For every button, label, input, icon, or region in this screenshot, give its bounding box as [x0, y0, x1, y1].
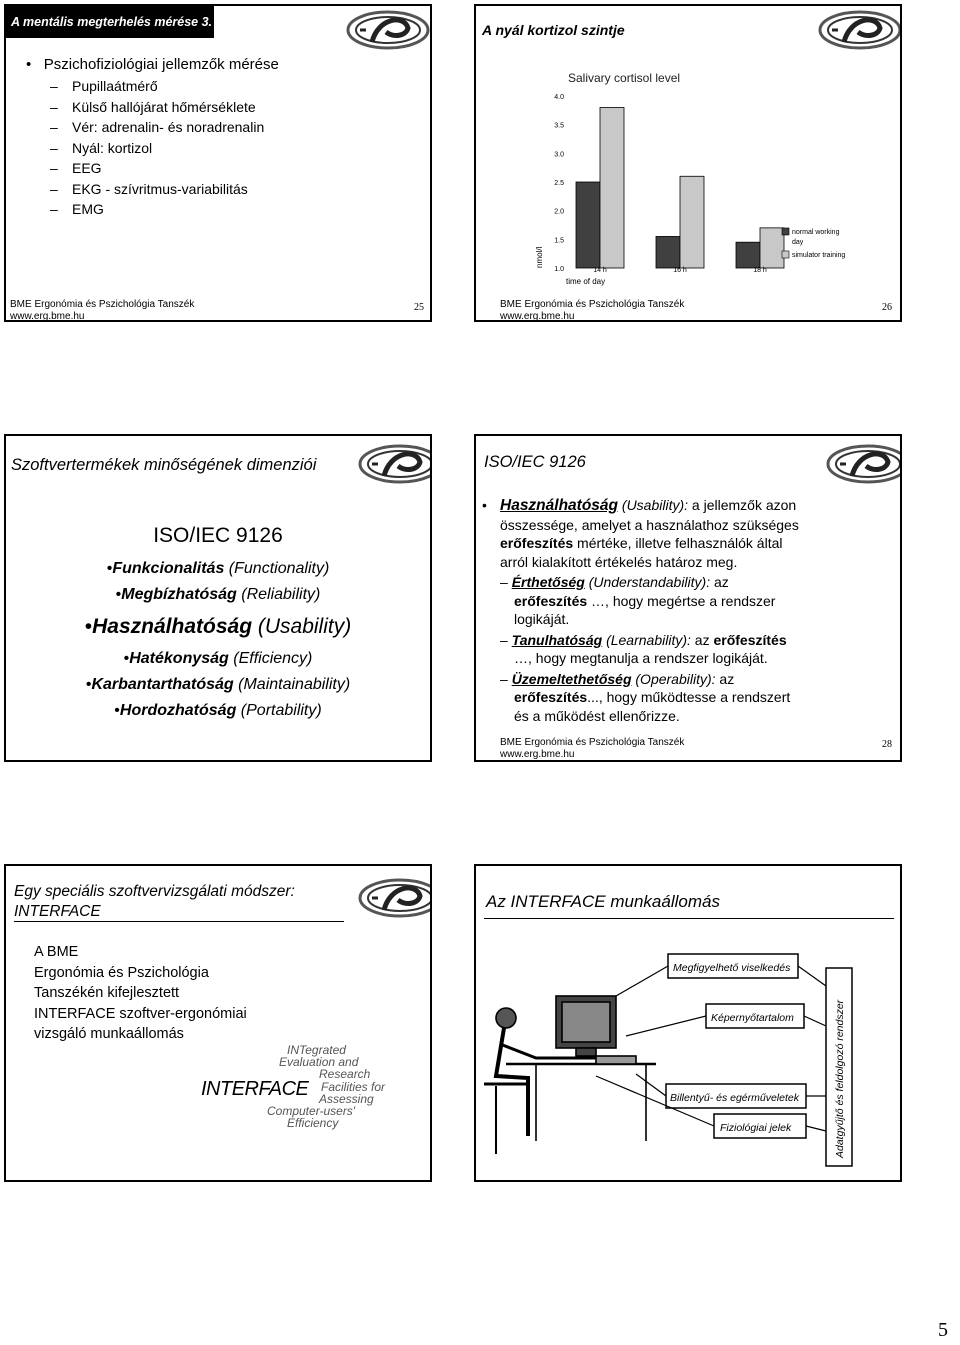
usability-english: (Usability): [618, 497, 689, 513]
usability-term: Használhatóság [500, 497, 619, 514]
sub-line [500, 631, 799, 650]
slide-29 [4, 864, 432, 1182]
list-item [6, 582, 430, 608]
list-item [6, 672, 430, 698]
dash: – [500, 631, 512, 648]
slide-28-content [482, 496, 799, 725]
footer-dept: BME Ergonómia és Pszichológia Tanszék [500, 737, 685, 748]
bar [656, 236, 680, 268]
slide-28 [474, 434, 902, 762]
dash: – [50, 180, 58, 197]
acronym-line: INTegrated [287, 1043, 346, 1057]
footer-dept: BME Ergonómia és Pszichológia Tanszék [500, 299, 685, 310]
legend-label: normal working [792, 229, 840, 236]
footer-url: www.erg.bme.hu [10, 311, 85, 322]
item-term: Karbantarthatóság [91, 676, 234, 693]
title-underline [14, 921, 344, 922]
bar [680, 176, 704, 268]
list-item [50, 97, 264, 118]
understandability-english: (Understandability): [584, 574, 711, 590]
dash: – [50, 119, 58, 135]
learnability-english: (Learnability): [602, 631, 691, 648]
slide-26-page-number: 26 [882, 302, 892, 313]
y-tick-label: 1.5 [554, 237, 564, 245]
slide-27 [4, 434, 432, 762]
document-page-number: 5 [938, 1319, 948, 1341]
acronym-line: Evaluation and [279, 1055, 359, 1070]
label-data-system [826, 968, 852, 1166]
slide-25-main-bullet [26, 56, 279, 73]
acronym-lines [267, 1043, 386, 1131]
list-item [6, 556, 430, 582]
list-item [50, 138, 264, 159]
list-item-text: EEG [72, 160, 102, 176]
acronym-line: Efficiency [287, 1116, 339, 1131]
list-item-text: Külső hallójárat hőmérséklete [72, 98, 256, 115]
list-item-text: EMG [72, 201, 104, 217]
item-english: (Portability) [236, 702, 322, 719]
label-observable-behavior [668, 954, 798, 978]
slide-28-title: ISO/IEC 9126 [484, 453, 586, 471]
label-text: Billentyű- és egérműveletek [670, 1092, 799, 1104]
sub-text: …, hogy megértse a rendszer [587, 592, 776, 609]
item-english: (Functionality) [224, 560, 330, 577]
slide-30-title: Az INTERFACE munkaállomás [486, 892, 720, 911]
y-tick-label: 4.0 [554, 94, 564, 101]
y-axis-label: nmol/l [535, 246, 544, 268]
legend-label: day [792, 239, 804, 246]
item-english: (Efficiency) [228, 650, 313, 667]
sub-item-learnability [500, 631, 799, 668]
sub-line [500, 688, 799, 707]
usability-line-1 [500, 496, 799, 516]
sub-line: és a működést ellenőrizze. [514, 707, 680, 724]
effort-term: erőfeszítés [514, 592, 588, 609]
person-at-computer-icon [484, 996, 656, 1154]
slide-27-content [6, 524, 430, 724]
legend-label: simulator training [792, 252, 846, 259]
list-item [50, 179, 264, 200]
bullet-dot: • [114, 702, 120, 719]
bme-logo-icon [826, 442, 902, 486]
list-item [6, 698, 430, 724]
usability-line-2: összessége, amelyet a használathoz szükséges [500, 516, 799, 533]
slide-27-title: Szoftvertermékek minőségének dimenziói [11, 456, 317, 474]
label-physiological-signals [714, 1114, 806, 1138]
item-term: Hordozhatóság [119, 702, 237, 719]
bar [576, 182, 600, 268]
slide-26 [474, 4, 902, 322]
acronym-line: Assessing [319, 1091, 374, 1106]
y-tick-label: 3.0 [554, 151, 564, 159]
slide-25-page-number: 25 [414, 302, 424, 313]
label-text: Adatgyűjtő és feldolgozó rendszer [834, 999, 846, 1158]
bullet-dot: • [115, 586, 122, 603]
item-english: (Reliability) [236, 586, 321, 603]
slide-26-footer [500, 299, 684, 322]
list-item-text: EKG - szívritmus-variabilitás [72, 180, 248, 197]
sub-text: az [715, 670, 735, 687]
usability-text: mértéke, illetve felhasználók által [573, 535, 783, 551]
usability-line-3 [500, 534, 799, 553]
dash: – [50, 98, 58, 115]
bullet-dot: • [84, 615, 93, 638]
usability-text: a jellemzők azon [688, 497, 797, 513]
dash: – [50, 78, 58, 94]
bar [760, 228, 784, 268]
bullet-dot: • [85, 676, 92, 693]
title-line-2: INTERFACE [14, 903, 101, 920]
title-line-1: Egy speciális szoftvervizsgálati módszer: [14, 883, 295, 900]
list-item-text: Pupillaátmérő [72, 78, 158, 94]
workstation-illustration [476, 926, 900, 1176]
iso-heading: ISO/IEC 9126 [153, 524, 283, 547]
legend-swatch [782, 228, 789, 235]
footer-url: www.erg.bme.hu [500, 311, 575, 322]
list-item [50, 158, 264, 179]
item-term: Funkcionalitás [112, 560, 225, 577]
item-english: (Usability) [252, 615, 352, 638]
sub-item-understandability [500, 573, 799, 629]
sub-item-operability [500, 670, 799, 726]
list-item-text: Nyál: kortizol [72, 139, 153, 156]
list-item [6, 646, 430, 672]
sub-line: …, hogy megtanulja a rendszer logikáját. [514, 650, 768, 666]
sub-line [500, 670, 799, 689]
legend [782, 228, 845, 259]
learnability-term: Tanulhatóság [511, 631, 603, 648]
sub-line [500, 573, 799, 592]
body-line: Ergonómia és Pszichológia [34, 964, 209, 981]
dash: – [500, 574, 512, 590]
body-line: INTERFACE szoftver-ergonómiai [34, 1005, 247, 1022]
list-item [50, 199, 264, 220]
bme-logo-icon [358, 442, 432, 486]
footer-dept: BME Ergonómia és Pszichológia Tanszék [10, 299, 195, 310]
bar [600, 107, 624, 268]
label-keyboard-mouse [666, 1084, 806, 1108]
body-line: A BME [34, 944, 79, 960]
acronym-line: Facilities for [321, 1079, 386, 1094]
x-tick-label: 18 h [753, 267, 767, 274]
label-screen-content [706, 1004, 804, 1028]
sub-text: az [690, 631, 714, 648]
sub-line: logikáját. [514, 611, 570, 627]
sub-text: az [710, 574, 729, 590]
acronym-main: INTERFACE [201, 1078, 309, 1100]
label-text: Megfigyelhető viselkedés [673, 962, 791, 974]
slide-25 [4, 4, 432, 322]
bullet-dot: • [106, 560, 113, 577]
interface-acronym [201, 1044, 401, 1144]
understandability-term: Érthetőség [511, 574, 585, 590]
slide-26-title: A nyál kortizol szintje [482, 22, 625, 38]
bar [736, 242, 760, 268]
slide-30 [474, 864, 902, 1182]
slide-25-title: A mentális megterhelés mérése 3. [11, 15, 213, 29]
item-english: (Maintainability) [233, 676, 351, 693]
x-tick-label: 16 h [673, 267, 687, 274]
x-axis-label: time of day [566, 277, 606, 286]
list-item [50, 76, 264, 97]
slide-28-footer [500, 737, 684, 761]
operability-english: (Operability): [631, 670, 716, 687]
x-tick-label: 14 h [593, 267, 607, 274]
footer-url: www.erg.bme.hu [500, 749, 575, 760]
usability-line-4: arról kialakított értékelés határoz meg. [500, 553, 738, 570]
y-tick-label: 1.0 [554, 266, 564, 273]
bme-logo-icon [358, 876, 432, 920]
cortisol-bar-chart [476, 46, 900, 296]
label-text: Fiziológiai jelek [720, 1122, 792, 1134]
slide-29-body [34, 942, 247, 1045]
y-axis [554, 94, 564, 273]
bullet-dot: • [123, 650, 130, 667]
y-tick-label: 3.5 [554, 122, 564, 130]
slide-25-footer [10, 299, 194, 322]
slide-25-sublist [50, 76, 264, 220]
list-item [50, 117, 264, 138]
bars [576, 107, 784, 268]
bullet-dot: • [482, 497, 487, 513]
sub-text: ..., hogy működtesse a rendszert [587, 689, 791, 705]
chart-title: Salivary cortisol level [568, 71, 681, 85]
bme-logo-icon [346, 8, 430, 52]
item-term: Hatékonyság [129, 650, 229, 667]
sub-line [500, 592, 799, 611]
label-text: Képernyőtartalom [711, 1012, 794, 1024]
y-tick-label: 2.0 [554, 208, 564, 216]
dash: – [50, 201, 58, 217]
list-item [6, 608, 430, 646]
dash: – [50, 139, 58, 156]
body-line: Tanszékén kifejlesztett [34, 985, 180, 1001]
bullet-dot: • [26, 56, 44, 73]
item-term: Használhatóság [92, 615, 253, 638]
effort-term: erőfeszítés [514, 689, 588, 705]
slide-28-page-number: 28 [882, 739, 892, 750]
body-line: vizsgáló munkaállomás [34, 1026, 184, 1042]
slide-29-title [14, 882, 295, 922]
list-item-text: Vér: adrenalin- és noradrenalin [72, 119, 265, 135]
operability-term: Üzemeltethetőség [511, 670, 632, 687]
effort-term: erőfeszítés [500, 535, 574, 551]
acronym-line: Research [319, 1067, 371, 1082]
y-tick-label: 2.5 [554, 180, 564, 187]
main-bullet-text: Pszichofiziológiai jellemzők mérése [43, 56, 279, 73]
dash: – [50, 160, 58, 176]
item-term: Megbízhatóság [121, 586, 237, 603]
effort-term: erőfeszítés [713, 631, 787, 648]
dash: – [500, 670, 512, 687]
acronym-line: Computer-users' [267, 1104, 356, 1119]
legend-swatch [782, 251, 789, 258]
title-underline [484, 918, 894, 919]
